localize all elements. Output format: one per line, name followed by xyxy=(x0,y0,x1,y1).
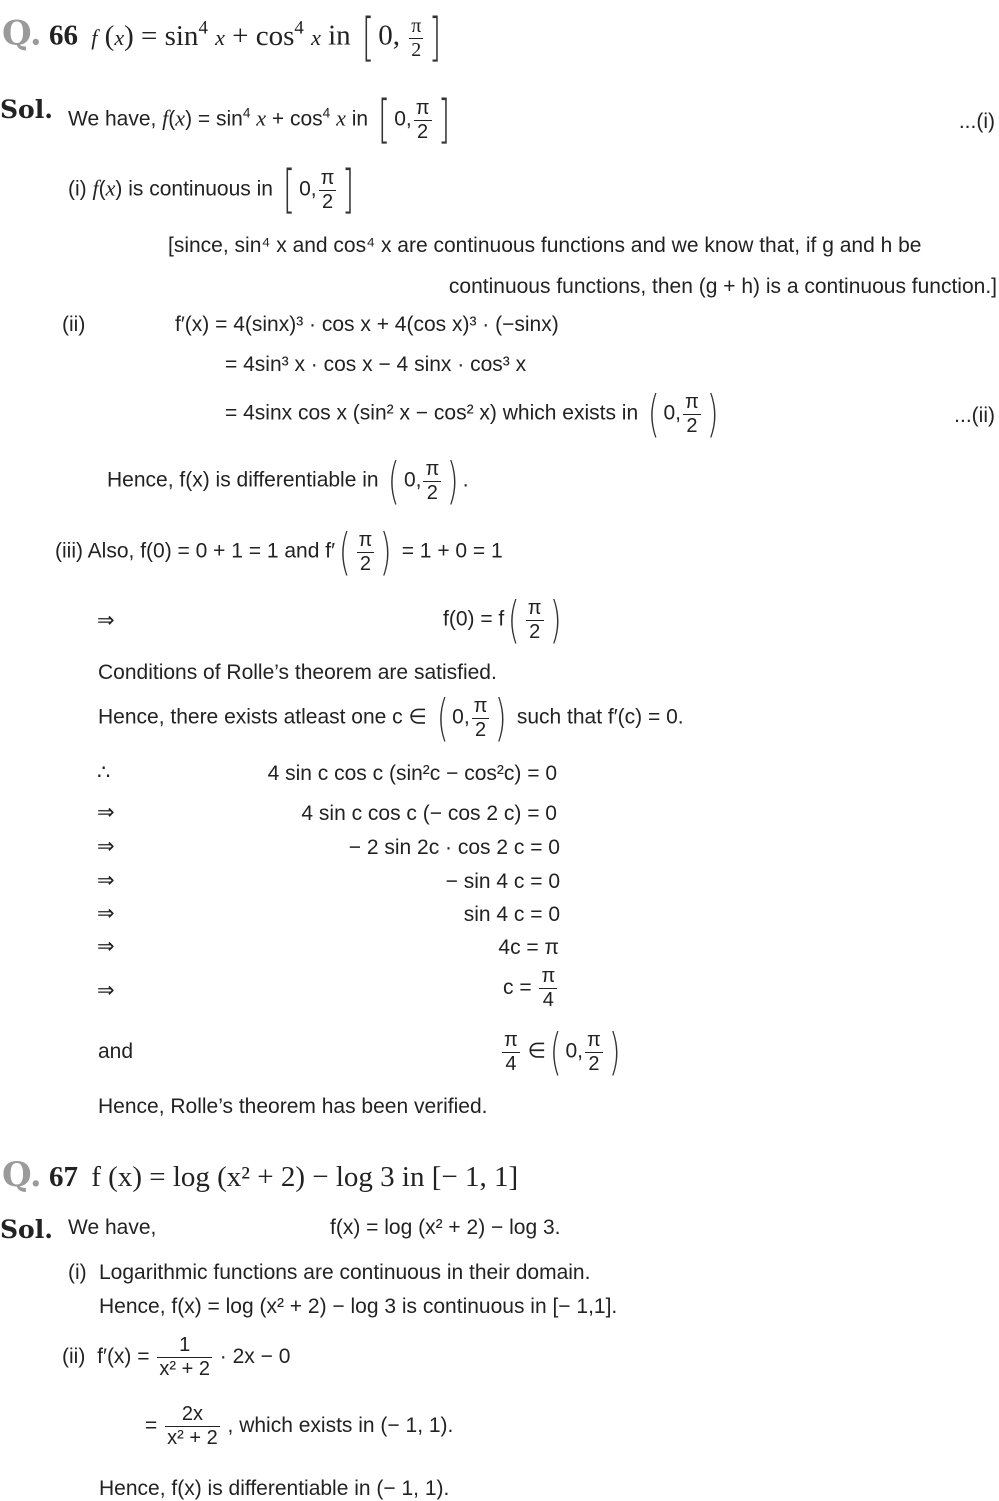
equation-6: 4c = π xyxy=(498,936,559,959)
denominator: 2 xyxy=(411,38,422,61)
fraction-pi-over-2 xyxy=(357,529,375,576)
reason-line-2: continuous functions, then (g + h) is a continuous function.] xyxy=(448,275,997,298)
paren-close: ) xyxy=(549,591,562,649)
implies-arrow: ⇒ xyxy=(97,869,115,892)
numerator: π xyxy=(411,14,422,37)
therefore-symbol: ∴ xyxy=(97,761,111,784)
step-i-label: (i) xyxy=(68,1261,87,1284)
paren-open: ( xyxy=(549,1023,562,1081)
numerator: π xyxy=(504,1028,518,1051)
numerator: π xyxy=(527,596,542,619)
step-label: (i) xyxy=(68,177,87,201)
question-number: 67 xyxy=(49,1161,79,1193)
implies-arrow: ⇒ xyxy=(97,979,115,1002)
step-ii xyxy=(62,1334,290,1381)
numerator: π xyxy=(473,694,488,717)
pi4-in-interval: $\frac{\pi}{4}$ ∈( 0, $\frac{\pi}{2}$ ) xyxy=(504,1023,621,1081)
numerator: π xyxy=(415,96,430,119)
fraction-pi-over-2 xyxy=(414,97,432,144)
fraction-pi-over-2 xyxy=(409,15,423,62)
paren-open: ( xyxy=(388,452,401,510)
exists-text: , which exists in (− 1, 1). xyxy=(227,1414,454,1438)
question-label: Q. xyxy=(2,13,42,54)
question-in: in xyxy=(328,19,351,52)
solution-given: We have, $f(x) = \sin^4 x + \cos^4 x$ in [ 0, $\frac{\pi}{2}$ ] xyxy=(68,90,450,150)
fraction-pi-over-2 xyxy=(423,458,441,505)
derivative-lhs: f′(x) = xyxy=(97,1345,150,1369)
hence-differentiable: Hence, f(x) is differentiable in ( 0, $\frac{\pi}{2}$ ) . xyxy=(107,452,469,510)
numerator: π xyxy=(541,965,556,987)
derivative-rest: · 2x − 0 xyxy=(219,1345,291,1369)
paren-open: ( xyxy=(647,385,660,443)
denominator: 2 xyxy=(588,1052,600,1075)
step-label: (iii) xyxy=(55,539,83,563)
derivative-line-1: f′(x) = 4(sinx)³ · cos x + 4(cos x)³ · (−sinx) xyxy=(175,313,559,336)
denominator: 2 xyxy=(417,120,429,143)
denominator: x² + 2 xyxy=(167,1427,218,1449)
bracket-close: ] xyxy=(429,8,442,68)
numerator: π xyxy=(358,528,373,551)
exists-c: Hence, there exists atleast one c ∈ ( 0, $\frac{\pi}{2}$ ) such that f′(c) = 0. xyxy=(98,689,684,747)
equation-tag-ii: ...(ii) xyxy=(954,404,995,427)
such-that-text: such that f′(c) = 0. xyxy=(516,705,684,729)
derivative-line-3: = 4sinx cos x (sin² x − cos² x) which exists in ( 0, $\frac{\pi}{2}$ ) xyxy=(225,385,719,443)
fraction-pi-over-2 xyxy=(585,1029,603,1076)
step-iii xyxy=(55,523,503,581)
step-label: (ii) xyxy=(62,1345,86,1369)
fraction-1-over-x2-plus-2 xyxy=(157,1334,212,1381)
fraction-pi-over-4 xyxy=(539,965,557,1012)
exists-text: Hence, there exists atleast one c ∈ xyxy=(98,705,427,729)
equation-1: 4 sin c cos c (sin²c − cos²c) = 0 xyxy=(267,762,557,785)
and-text: and xyxy=(98,1040,134,1063)
reason-line-1: [since, sin⁴ x and cos⁴ x are continuous functions and we know that, if g and h be xyxy=(168,234,922,257)
rolle-verified: Hence, Rolle’s theorem has been verified. xyxy=(98,1095,488,1118)
question-number: 66 xyxy=(49,19,79,52)
solution-label: Sol. xyxy=(0,1215,53,1244)
implies-arrow: ⇒ xyxy=(97,609,115,632)
paren-close: ) xyxy=(608,1023,621,1081)
fraction-2x-over-x2-plus-2 xyxy=(165,1403,220,1450)
continuity-text: is continuous in xyxy=(128,177,273,201)
paren-close: ) xyxy=(706,385,719,443)
bracket-open: [ xyxy=(361,8,375,68)
denominator: 2 xyxy=(359,552,371,575)
fraction-pi-over-2 xyxy=(319,167,337,214)
f0-text: f(0) = f xyxy=(443,607,505,631)
denominator: 2 xyxy=(321,190,334,213)
numerator: π xyxy=(685,390,699,413)
equation-4: − sin 4 c = 0 xyxy=(445,870,560,893)
we-have-text: We have, xyxy=(68,107,157,131)
implies-arrow: ⇒ xyxy=(97,902,115,925)
denominator: 4 xyxy=(505,1052,517,1075)
element-of-symbol: ∈ xyxy=(527,1039,546,1063)
we-have-text: We have, xyxy=(68,1216,157,1239)
equation-tag-i: ...(i) xyxy=(958,110,995,133)
step-iii-result: = 1 + 0 = 1 xyxy=(401,539,503,563)
denominator: 2 xyxy=(686,414,698,437)
paren-close: ) xyxy=(495,689,508,747)
question-66-heading xyxy=(2,8,446,68)
step-ii-label: (ii) xyxy=(62,313,86,336)
fraction-pi-over-4 xyxy=(502,1029,520,1076)
numerator: 1 xyxy=(157,1334,212,1358)
hence-differentiable: Hence, f(x) is differentiable in (− 1, 1). xyxy=(99,1477,450,1500)
step-iii-text: Also, f(0) = 0 + 1 = 1 and f′ xyxy=(87,539,336,563)
numerator: π xyxy=(425,457,440,480)
f0-equals-fpi2 xyxy=(443,591,565,649)
c-equals: c = xyxy=(503,976,532,1000)
step-i-line-2: Hence, f(x) = log (x² + 2) − log 3 is continuous in [− 1,1]. xyxy=(99,1295,618,1318)
paren-open: ( xyxy=(338,523,351,581)
paren-close: ) xyxy=(447,452,459,510)
denominator: 2 xyxy=(529,620,541,643)
implies-arrow: ⇒ xyxy=(97,935,115,958)
denominator: 4 xyxy=(542,989,554,1011)
bracket-open: [ xyxy=(377,90,391,150)
derivative-line-2: = 4sin³ x · cos x − 4 sinx · cos³ x xyxy=(225,353,527,376)
question-function: f $(x) = \sin^4 x + \cos^4 x$ xyxy=(91,17,321,52)
numerator: π xyxy=(586,1028,601,1051)
equation-5: sin 4 c = 0 xyxy=(463,903,560,926)
implies-arrow: ⇒ xyxy=(97,835,115,858)
paren-close: ) xyxy=(380,523,392,581)
derivative-text: = 4sinx cos x (sin² x − cos² x) which exists in xyxy=(225,401,639,425)
denominator: 2 xyxy=(475,718,487,741)
fraction-pi-over-2 xyxy=(472,695,490,742)
derivative-simplified xyxy=(145,1403,453,1450)
conditions-satisfied: Conditions of Rolle’s theorem are satisfied. xyxy=(98,661,497,684)
bracket-close: ] xyxy=(437,90,450,150)
numerator: π xyxy=(320,166,335,189)
fraction-pi-over-2 xyxy=(683,391,701,438)
solution-label: Sol. xyxy=(0,95,53,124)
equation-7 xyxy=(503,965,559,1012)
denominator: x² + 2 xyxy=(159,1358,210,1380)
step-i: (i) f(x) is continuous in [ 0, $\frac{\pi}{2}$ ] xyxy=(68,160,355,220)
equation-2: 4 sin c cos c (− cos 2 c) = 0 xyxy=(301,802,557,825)
given-function: f(x) = log (x² + 2) − log 3. xyxy=(330,1216,561,1239)
question-statement: f (x) = log (x² + 2) − log 3 in [− 1, 1] xyxy=(91,1161,519,1193)
implies-arrow: ⇒ xyxy=(97,801,115,824)
step-i-line-1: Logarithmic functions are continuous in their domain. xyxy=(99,1261,591,1284)
given-function: f xyxy=(162,105,169,131)
bracket-open: [ xyxy=(282,160,296,220)
question-67-heading xyxy=(2,1155,519,1195)
equation-3: − 2 sin 2c · cos 2 c = 0 xyxy=(348,836,560,859)
numerator: 2x xyxy=(165,1403,220,1427)
paren-open: ( xyxy=(508,591,520,649)
fraction-pi-over-2 xyxy=(526,597,544,644)
hence-text: Hence, f(x) is differentiable in xyxy=(107,468,379,492)
question-label: Q. xyxy=(2,1155,42,1195)
denominator: 2 xyxy=(426,481,438,504)
paren-open: ( xyxy=(436,689,449,747)
bracket-close: ] xyxy=(342,160,355,220)
equals-sign: = xyxy=(145,1414,158,1438)
interval-start: 0, xyxy=(378,19,400,52)
